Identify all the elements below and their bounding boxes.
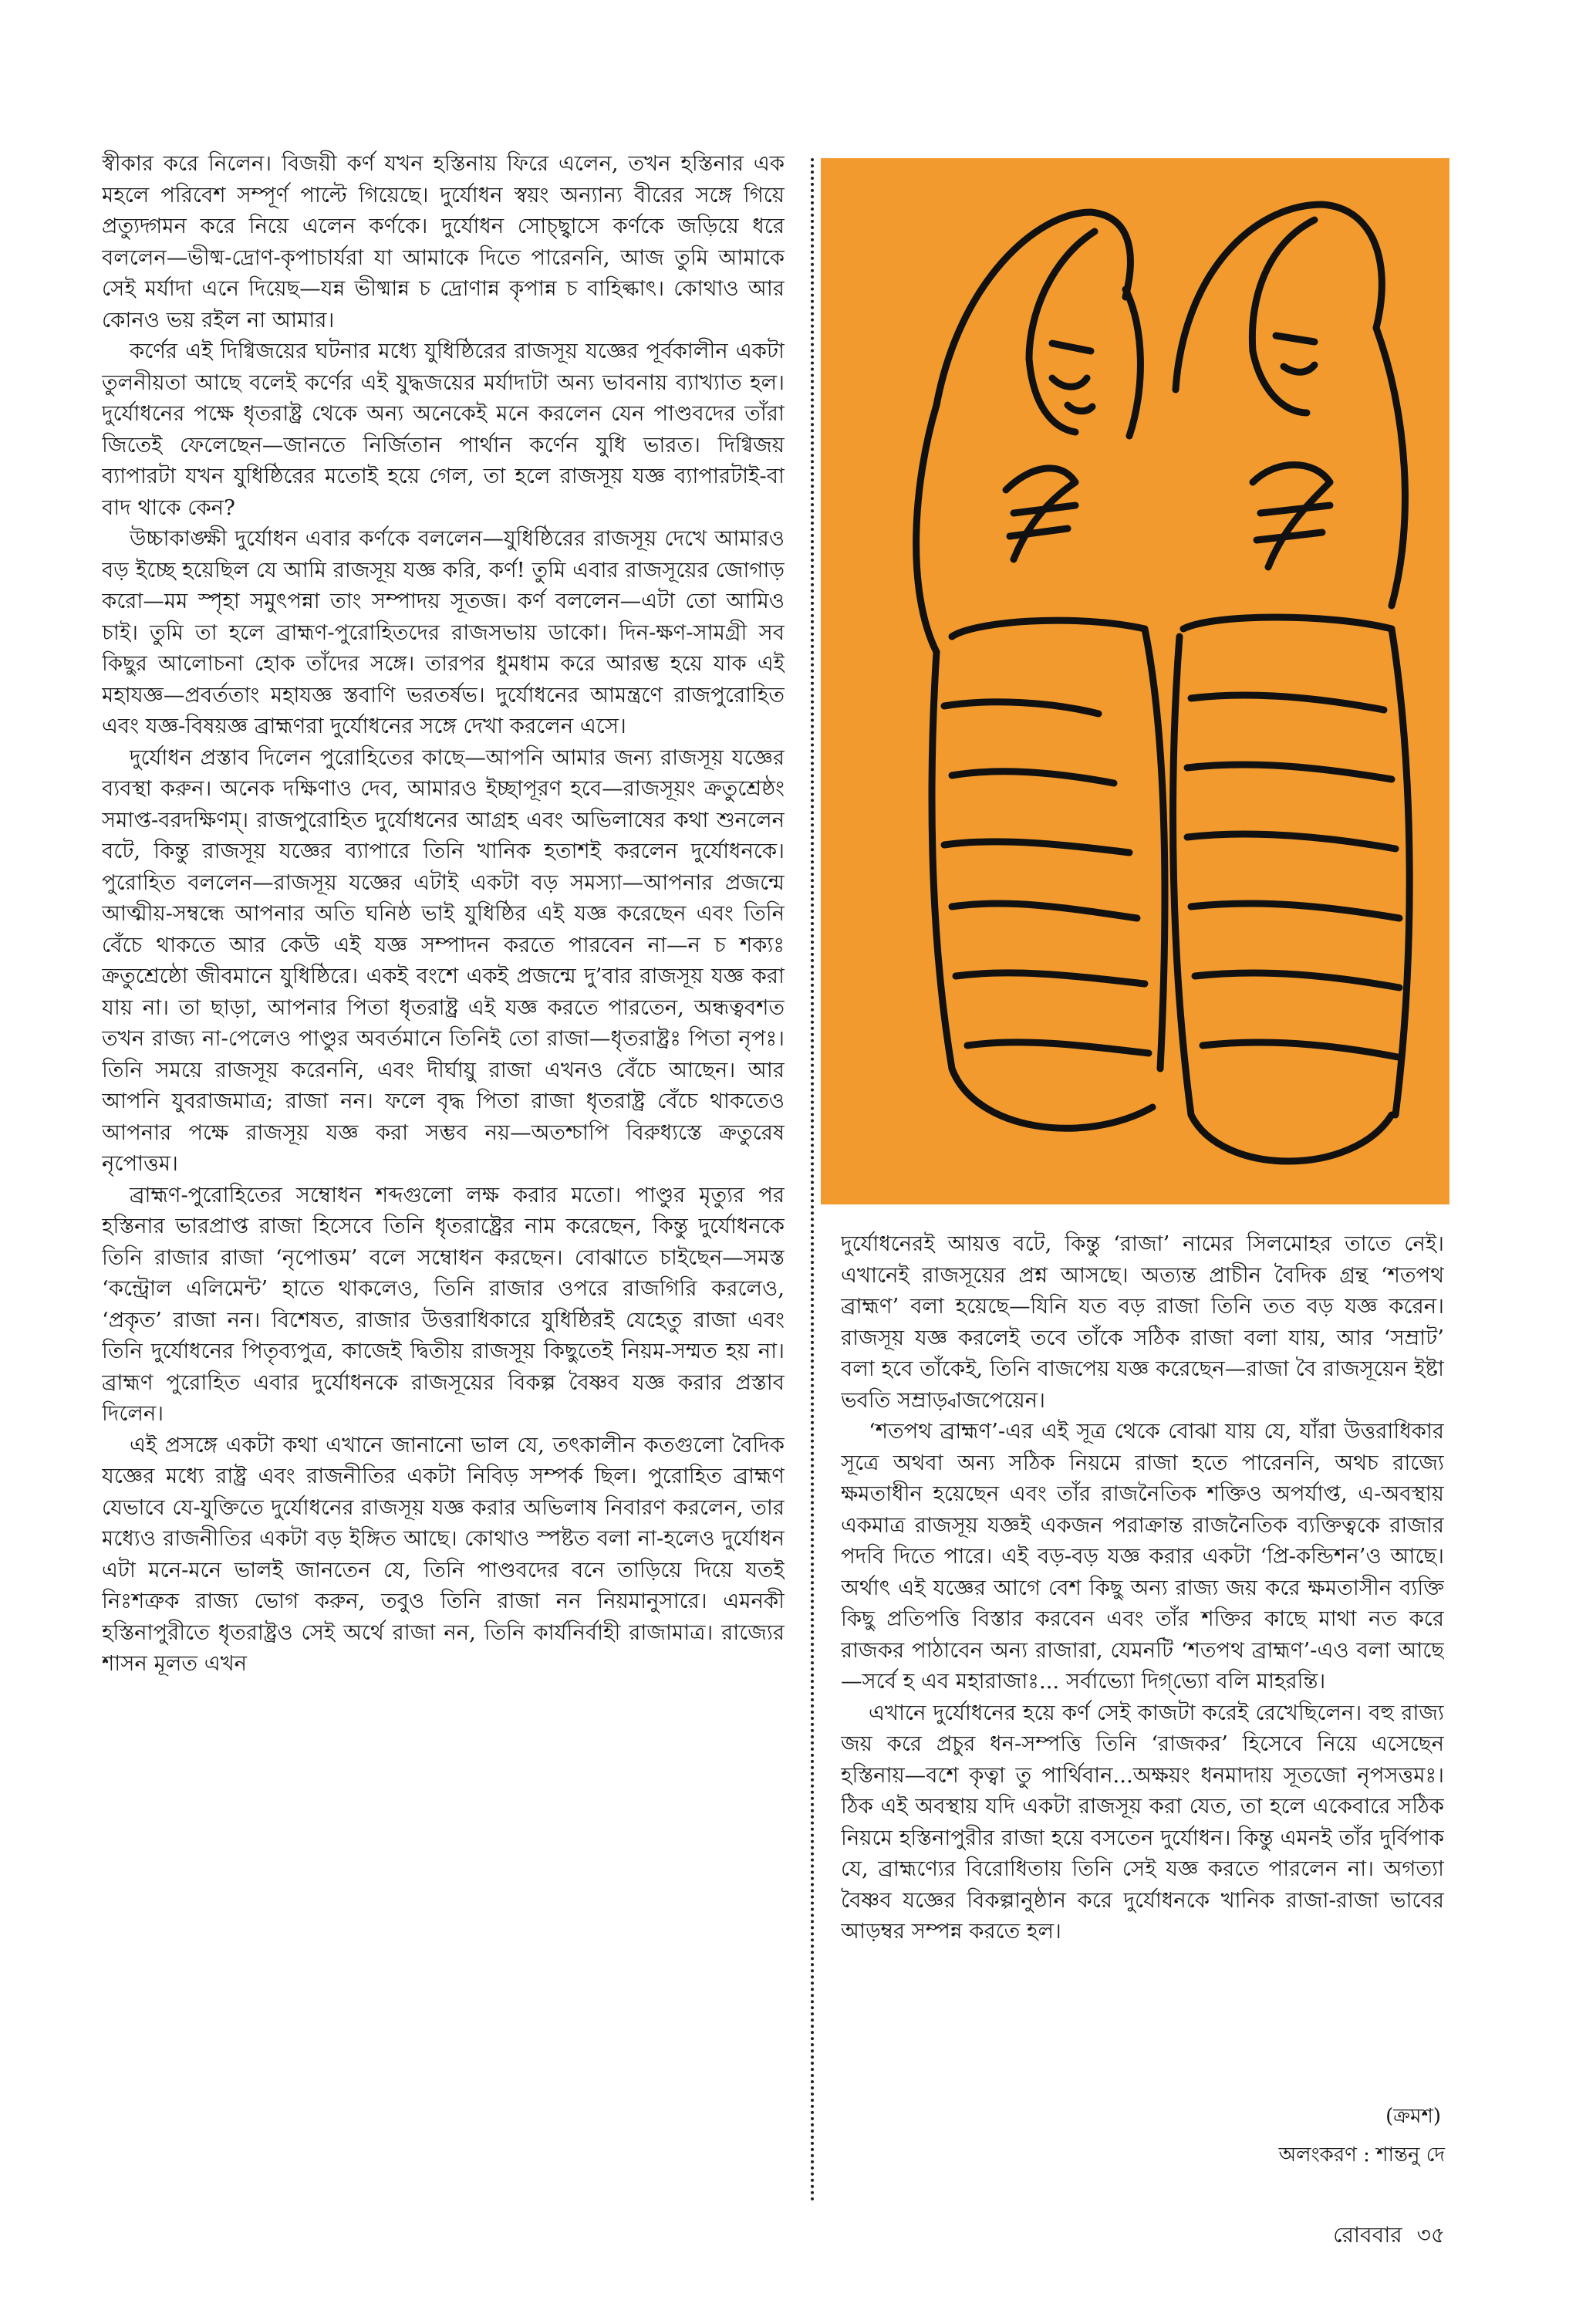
paragraph: উচ্চাকাঙ্ক্ষী দুর্যোধন এবার কর্ণকে বললেন—যুধিষ্ঠিরের রাজসূয় দেখে আমারও বড় ইচ্ছে হয়েছিল যে আমি রাজসূয় যজ্ঞ করি, কর্ণ! তুমি এবার রাজসূয়ের জোগাড় করো—মম স্পৃহা সমুৎপন্না তাং সম্পাদয় সূতজ। কর্ণ বললেন—এটা তো আমিও চাই। তুমি তা হলে ব্রাহ্মণ-পুরোহিতদের রাজসভায় ডাকো। দিন-ক্ষণ-সামগ্রী সব কিছুর আলোচনা হোক তাঁদের সঙ্গে। তারপর ধুমধাম করে আরম্ভ হয়ে যাক এই মহাযজ্ঞ—প্রবর্ততাং মহাযজ্ঞ স্তবাণি ভরতর্ষভ। দুর্যোধনের আমন্ত্রণে রাজপুরোহিত এবং যজ্ঞ-বিষয়জ্ঞ ব্রাহ্মণরা দুর্যোধনের সঙ্গে দেখা করলেন এসে। xyxy=(102,526,785,738)
page-footer xyxy=(1325,2222,1445,2248)
illustration-credit: অলংকরণ : শান্তনু দে xyxy=(1278,2143,1445,2167)
page-number: ৩৫ xyxy=(1416,2222,1445,2248)
paragraph: স্বীকার করে নিলেন। বিজয়ী কর্ণ যখন হস্তিনায় ফিরে এলেন, তখন হস্তিনার এক মহলে পরিবেশ সম্পূর্ণ পাল্টে গিয়েছে। দুর্যোধন স্বয়ং অন্যান্য বীরের সঙ্গে গিয়ে প্রত্যুদ্গমন করে নিয়ে এলেন কর্ণকে। দুর্যোধন সোচ্ছ্বাসে কর্ণকে জড়িয়ে ধরে বললেন—ভীষ্ম-দ্রোণ-কৃপাচার্যরা যা আমাকে দিতে পারেননি, আজ তুমি আমাকে সেই মর্যাদা এনে দিয়েছ—যন্ন ভীষ্মান্ন চ দ্রোণান্ন কৃপান্ন চ বাহিল্কাৎ। কোথাও আর কোনও ভয় রইল না আমার। xyxy=(102,151,785,333)
two-women-illustration xyxy=(821,158,1449,1204)
paragraph: ‘শতপথ ব্রাহ্মণ’-এর এই সূত্র থেকে বোঝা যায় যে, যাঁরা উত্তরাধিকার সূত্রে অথবা অন্য সঠিক নিয়মে রাজা হতে পারেননি, অথচ রাজ্যে ক্ষমতাধীন হয়েছেন এবং তাঁর রাজনৈতিক শক্তিও অপর্যাপ্ত, এ-অবস্থায় একমাত্র রাজসূয় যজ্ঞই একজন পরাক্রান্ত রাজনৈতিক ব্যক্তিত্বকে রাজার পদবি দিতে পারে। এই বড়-বড় যজ্ঞ করার একটা ‘প্রি-কন্ডিশন’ও আছে। অর্থাৎ এই যজ্ঞের আগে বেশ কিছু অন্য রাজ্য জয় করে ক্ষমতাসীন ব্যক্তি কিছু প্রতিপত্তি বিস্তার করবেন এবং তাঁর শক্তির কাছে মাথা নত করে রাজকর পাঠাবেন অন্য রাজারা, যেমনটি ‘শতপথ ব্রাহ্মণ’-এও বলা আছে—সর্বে হ এব মহারাজাঃ... সর্বাভ্যো দিগ্‌ভ্যো বলি মাহরন্তি। xyxy=(841,1419,1444,1694)
paragraph: দুর্যোধনেরই আয়ত্ত বটে, কিন্তু ‘রাজা’ নামের সিলমোহর তাতে নেই। এখানেই রাজসূয়ের প্রশ্ন আসছে। অত্যন্ত প্রাচীন বৈদিক গ্রন্থ ‘শতপথ ব্রাহ্মণ’ বলা হয়েছে—যিনি যত বড় রাজা তিনি তত বড় যজ্ঞ করেন। রাজসূয় যজ্ঞ করলেই তবে তাঁকে সঠিক রাজা বলা যায়, আর ‘সম্রাট’ বলা হবে তাঁকেই, তিনি বাজপেয় যজ্ঞ করেছেন—রাজা বৈ রাজসূয়েন ইষ্টা ভবতি সম্রাড়্বাজপেয়েন। xyxy=(841,1231,1444,1413)
left-column xyxy=(102,148,785,2239)
paragraph: এখানে দুর্যোধনের হয়ে কর্ণ সেই কাজটা করেই রেখেছিলেন। বহু রাজ্য জয় করে প্রচুর ধন-সম্পত্তি তিনি ‘রাজকর’ হিসেবে নিয়ে এসেছেন হস্তিনায়—বশে কৃত্বা তু পার্থিবান...অক্ষয়ং ধনমাদায় সূতজো নৃপসত্তমঃ। ঠিক এই অবস্থায় যদি একটা রাজসূয় করা যেত, তা হলে একেবারে সঠিক নিয়মে হস্তিনাপুরীর রাজা হয়ে বসতেন দুর্যোধন। কিন্তু এমনই তাঁর দুর্বিপাক যে, ব্রাহ্মণ্যের বিরোধিতায় তিনি সেই যজ্ঞ করতে পারলেন না। অগত্যা বৈষ্ণব যজ্ঞের বিকল্পানুষ্ঠান করে দুর্যোধনকে খানিক রাজা-রাজা ভাবের আড়ম্বর সম্পন্ন করতে হল। xyxy=(841,1700,1444,1944)
paragraph: কর্ণের এই দিগ্বিজয়ের ঘটনার মধ্যে যুধিষ্ঠিরের রাজসূয় যজ্ঞের পূর্বকালীন একটা তুলনীয়তা আছে বলেই কর্ণের এই যুদ্ধজয়ের মর্যাদাটা অন্য ভাবনায় ব্যাখ্যাত হল। দুর্যোধনের পক্ষে ধৃতরাষ্ট্র থেকে অন্য অনেকেই মনে করলেন যেন পাণ্ডবদের তাঁরা জিতেই ফেলেছেন—জানতে নির্জিতান পার্থান কর্ণেন যুধি ভারত। দিগ্বিজয় ব্যাপারটা যখন যুধিষ্ঠিরের মতোই হয়ে গেল, তা হলে রাজসূয় যজ্ঞ ব্যাপারটাই-বা বাদ থাকে কেন? xyxy=(102,339,785,520)
serial-note: (ক্রমশ) xyxy=(1385,2105,1441,2128)
column-divider xyxy=(811,158,814,2203)
paragraph: দুর্যোধন প্রস্তাব দিলেন পুরোহিতের কাছে—আপনি আমার জন্য রাজসূয় যজ্ঞের ব্যবস্থা করুন। অনেক দক্ষিণাও দেব, আমারও ইচ্ছাপূরণ হবে—রাজসূয়ং ক্রতুশ্রেষ্ঠং সমাপ্ত-বরদক্ষিণম্। রাজপুরোহিত দুর্যোধনের আগ্রহ এবং অভিলাষের কথা শুনলেন বটে, কিন্তু রাজসূয় যজ্ঞের ব্যাপারে তিনি খানিক হতাশই করলেন দুর্যোধনকে। পুরোহিত বললেন—রাজসূয় যজ্ঞের এটাই একটা বড় সমস্যা—আপনার প্রজন্মে আত্মীয়-সম্বন্ধে আপনার অতি ঘনিষ্ঠ ভাই যুধিষ্ঠির এই যজ্ঞ করেছেন এবং তিনি বেঁচে থাকতে আর কেউ এই যজ্ঞ সম্পাদন করতে পারবেন না—ন চ শক্যঃ ক্রতুশ্রেষ্ঠো জীবমানে যুধিষ্ঠিরে। একই বংশে একই প্রজন্মে দু’বার রাজসূয় যজ্ঞ করা যায় না। তা ছাড়া, আপনার পিতা ধৃতরাষ্ট্র এই যজ্ঞ করতে পারতেন, অন্ধত্ববশত তখন রাজ্য না-পেলেও পাণ্ডুর অবর্তমানে তিনিই তো রাজা—ধৃতরাষ্ট্রঃ পিতা নৃপঃ। তিনি সময়ে রাজসূয় করেননি, এবং দীর্ঘায়ু রাজা এখনও বেঁচে আছেন। আর আপনি যুবরাজমাত্র; রাজা নন। ফলে বৃদ্ধ পিতা রাজা ধৃতরাষ্ট্র বেঁচে থাকতেও আপনার পক্ষে রাজসূয় যজ্ঞ করা সম্ভব নয়—অতশ্চাপি বিরুধ্যস্তে ক্রতুরেষ নৃপোত্তম। xyxy=(102,745,785,1176)
paragraph: এই প্রসঙ্গে একটা কথা এখানে জানানো ভাল যে, তৎকালীন কতগুলো বৈদিক যজ্ঞের মধ্যে রাষ্ট্র এবং রাজনীতির একটা নিবিড় সম্পর্ক ছিল। পুরোহিত ব্রাহ্মণ যেভাবে যে-যুক্তিতে দুর্যোধনের রাজসূয় যজ্ঞ করার অভিলাষ নিবারণ করলেন, তার মধ্যেও রাজনীতির একটা বড় ইঙ্গিত আছে। কোথাও স্পষ্টত বলা না-হলেও দুর্যোধন এটা মনে-মনে ভালই জানতেন যে, তিনি পাণ্ডবদের বনে তাড়িয়ে দিয়ে যতই নিঃশত্রুক রাজ্য ভোগ করুন, তবুও তিনি রাজা নন নিয়মানুসারে। এমনকী হস্তিনাপুরীতে ধৃতরাষ্ট্রও সেই অর্থে রাজা নন, তিনি কার্যনির্বাহী রাজামাত্র। রাজ্যের শাসন মূলত এখন xyxy=(102,1432,785,1676)
magazine-name: রোববার xyxy=(1333,2222,1402,2248)
illustration xyxy=(821,158,1449,1204)
paragraph: ব্রাহ্মণ-পুরোহিতের সম্বোধন শব্দগুলো লক্ষ করার মতো। পাণ্ডুর মৃত্যুর পর হস্তিনার ভারপ্রাপ্ত রাজা হিসেবে তিনি ধৃতরাষ্ট্রের নাম করেছেন, কিন্তু দুর্যোধনকে তিনি রাজার রাজা ‘নৃপোত্তম’ বলে সম্বোধন করছেন। বোঝাতে চাইছেন—সমস্ত ‘কন্ট্রোল এলিমেন্ট’ হাতে থাকলেও, তিনি রাজার ওপরে রাজগিরি করলেও, ‘প্রকৃত’ রাজা নন। বিশেষত, রাজার উত্তরাধিকারে যুধিষ্ঠিরই যেহেতু রাজা এবং তিনি দুর্যোধনের পিতৃব্যপুত্র, কাজেই দ্বিতীয় রাজসূয় কিছুতেই নিয়ম-সম্মত হয় না। ব্রাহ্মণ পুরোহিত এবার দুর্যোধনকে রাজসূয়ের বিকল্প বৈষ্ণব যজ্ঞ করার প্রস্তাব দিলেন। xyxy=(102,1182,785,1426)
right-column xyxy=(841,1228,1444,2162)
